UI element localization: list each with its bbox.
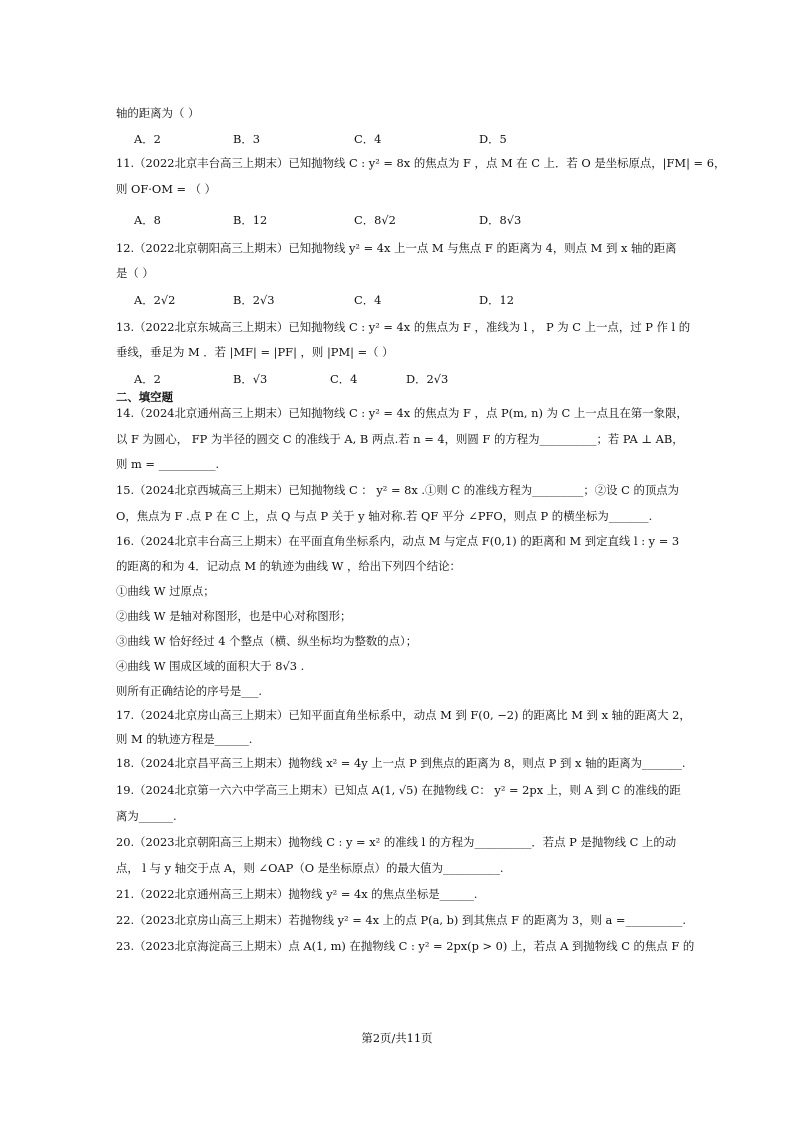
question-20-line-1: 20.（2023北京朝阳高三上期末）抛物线 C : y = x² 的准线 l 的方程为__________．若点 P 是抛物线 C 上的动 [116, 835, 677, 849]
option-a: A．2√2 [134, 293, 176, 307]
question-11-line-2: 则 OF·OM = （ ） [116, 182, 217, 196]
question-18: 18.（2024北京昌平高三上期末）抛物线 x² = 4y 上一点 P 到焦点的距离为 8，则点 P 到 x 轴的距离为_______. [116, 756, 686, 770]
option-d: D．8√3 [479, 213, 522, 227]
question-23-line-1: 23.（2023北京海淀高三上期末）点 A(1, m) 在抛物线 C : y² = 2px(p > 0) 上，若点 A 到抛物线 C 的焦点 F 的 [116, 939, 695, 953]
question-16-item-4: ④曲线 W 围成区域的面积大于 8√3 . [116, 659, 305, 673]
question-17-line-1: 17.（2024北京房山高三上期末）已知平面直角坐标系中，动点 M 到 F(0, −2) 的距离比 M 到 x 轴的距离大 2， [116, 708, 691, 722]
option-a: A．2 [134, 132, 161, 146]
option-b: B．3 [233, 132, 261, 146]
question-19-line-1: 19.（2024北京第一六六中学高三上期末）已知点 A(1, √5) 在抛物线 C： y² = 2px 上，则 A 到 C 的准线的距 [116, 783, 681, 797]
question-16-item-2: ②曲线 W 是轴对称图形，也是中心对称图形； [116, 609, 352, 623]
question-13-line-1: 13.（2022北京东城高三上期末）已知抛物线 C : y² = 4x 的焦点为 F ，准线为 l ， P 为 C 上一点，过 P 作 l 的 [116, 320, 691, 334]
question-16-line-7: 则所有正确结论的序号是___. [116, 684, 263, 698]
question-14-line-2: 以 F 为圆心， FP 为半径的圆交 C 的准线于 A, B 两点.若 n = 4，则圆 F 的方程为__________；若 PA ⊥ AB， [116, 432, 684, 446]
question-20-line-2: 点， l 与 y 轴交于点 A，则 ∠OAP（O 是坐标原点）的最大值为__________. [116, 861, 504, 875]
option-c: C．4 [354, 293, 382, 307]
question-16-item-1: ①曲线 W 过原点； [116, 584, 215, 598]
question-14-line-3: 则 m = __________. [116, 457, 220, 471]
option-d: D．12 [479, 293, 515, 307]
question-19-line-2: 离为______. [116, 809, 177, 823]
question-21: 21.（2022北京通州高三上期末）抛物线 y² = 4x 的焦点坐标是______. [116, 887, 478, 901]
option-d: D．5 [479, 132, 507, 146]
option-c: C．4 [354, 132, 382, 146]
question-15-line-1: 15.（2024北京西城高三上期末）已知抛物线 C ： y² = 8x .①则 C 的准线方程为_________；②设 C 的顶点为 [116, 483, 680, 497]
option-a: A．8 [134, 213, 161, 227]
question-17-line-2: 则 M 的轨迹方程是______. [116, 732, 253, 746]
option-c: C．4 [330, 372, 358, 386]
question-11-line-1: 11.（2022北京丰台高三上期末）已知抛物线 C : y² = 8x 的焦点为 F ，点 M 在 C 上．若 O 是坐标原点，|FM| = 6， [116, 156, 726, 170]
question-13-line-2: 垂线，垂足为 M ．若 |MF| = |PF| ，则 |PM| =（ ） [116, 345, 394, 359]
option-b: B．√3 [233, 372, 268, 386]
option-a: A．2 [134, 372, 161, 386]
question-22: 22.（2023北京房山高三上期末）若抛物线 y² = 4x 上的点 P(a, b) 到其焦点 F 的距离为 3，则 a =__________. [116, 913, 687, 927]
page-footer: 第2页/共11页 [361, 1031, 433, 1045]
question-12-line-2: 是（ ） [116, 266, 154, 280]
question-10-tail: 轴的距离为（ ） [116, 106, 200, 120]
question-16-item-3: ③曲线 W 恰好经过 4 个整点（横、纵坐标均为整数的点）； [116, 634, 418, 648]
question-12-line-1: 12.（2022北京朝阳高三上期末）已知抛物线 y² = 4x 上一点 M 与焦点 F 的距离为 4，则点 M 到 x 轴的距离 [116, 241, 677, 255]
option-c: C．8√2 [354, 213, 396, 227]
question-14-line-1: 14.（2024北京通州高三上期末）已知抛物线 C : y² = 4x 的焦点为 F ，点 P(m, n) 为 C 上一点且在第一象限， [116, 406, 688, 420]
question-16-line-1: 16.（2024北京丰台高三上期末）在平面直角坐标系内，动点 M 与定点 F(0,1) 的距离和 M 到定直线 l : y = 3 [116, 534, 680, 548]
option-b: B．12 [233, 213, 268, 227]
section-title: 二、填空题 [116, 390, 173, 404]
option-d: D．2√3 [406, 372, 449, 386]
question-15-line-2: O，焦点为 F .点 P 在 C 上，点 Q 与点 P 关于 y 轴对称.若 QF 平分 ∠PFO，则点 P 的横坐标为_______. [116, 509, 653, 523]
question-16-line-2: 的距离的和为 4．记动点 M 的轨迹为曲线 W ，给出下列四个结论： [116, 559, 461, 573]
option-b: B．2√3 [233, 293, 275, 307]
